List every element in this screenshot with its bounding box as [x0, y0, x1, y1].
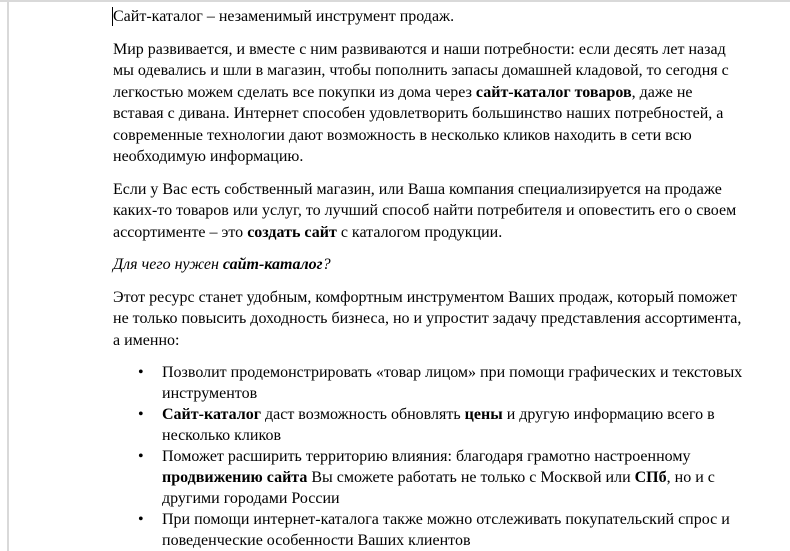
text-run: сайт-каталог товаров [475, 83, 632, 101]
paragraph-world-develops[interactable] [113, 39, 746, 168]
text-run: Сайт-каталог – незаменимый инструмент продаж. [113, 8, 455, 25]
document-content [113, 6, 746, 551]
text-run: , но и с другими городами России [162, 469, 715, 507]
text-run: Если у Вас есть собственный магазин, или Ваша компания специализируется на продаже каких-то товаров или услуг, то лучший способ найти потребителя и оповестить его о своем ассортименте – это [113, 180, 737, 241]
page-top-edge [0, 0, 790, 2]
list-item-demonstrate-goods[interactable] [162, 362, 746, 404]
text-run: и другую информацию всего в несколько кликов [162, 406, 715, 444]
text-run: сайт-каталог [222, 256, 323, 273]
list-item-expand-territory[interactable] [162, 446, 746, 509]
paragraph-resource-benefits[interactable] [113, 287, 746, 352]
text-run: ? [322, 256, 331, 273]
text-run: , даже не вставая с дивана. Интернет способен удовлетворить большинство наших потребностей, а современные технологии дают возможность в несколько кликов находить в сети всю необходимую информацию. [113, 83, 724, 165]
text-run: с каталогом продукции. [336, 223, 503, 241]
text-run: СПб [634, 469, 667, 486]
text-run: Поможет расширить территорию влияния: благодаря грамотно настроенному [162, 448, 691, 465]
text-run: Позволит продемонстрировать «товар лицом» при помощи графических и текстовых инструментов [162, 364, 743, 402]
text-run: Вы сможете работать не только с Москвой или [307, 469, 635, 486]
text-run: продвижению сайта [162, 469, 308, 486]
paragraph-own-shop[interactable] [113, 179, 746, 244]
text-run: При помощи интернет-каталога также можно отслеживать покупательский спрос и поведенческие особенности Ваших клиентов [162, 511, 730, 549]
list-item-update-prices[interactable] [162, 404, 746, 446]
text-run: даст возможность обновлять [260, 406, 465, 423]
text-run: создать сайт [247, 223, 337, 241]
text-run: Для чего нужен [113, 256, 223, 273]
text-run: Этот ресурс станет удобным, комфортным инструментом Ваших продаж, который поможет не только повысить доходность бизнеса, но и упростит задачу представления ассортимента, а именно: [113, 288, 742, 349]
text-run: Мир развивается, и вместе с ним развиваются и наши потребности: если десять лет назад мы одевались и шли в магазин, чтобы пополнить запасы домашней кладовой, то сегодня с легкостью можем сделать все покупки из дома через [113, 40, 729, 101]
text-run: цены [464, 406, 503, 423]
heading-why-site-catalog[interactable] [113, 254, 746, 276]
page-left-edge [7, 0, 9, 551]
benefits-list [113, 362, 746, 551]
list-item-track-demand[interactable] [162, 509, 746, 551]
text-run: Сайт-каталог [162, 406, 261, 423]
paragraph-intro[interactable] [113, 6, 746, 28]
